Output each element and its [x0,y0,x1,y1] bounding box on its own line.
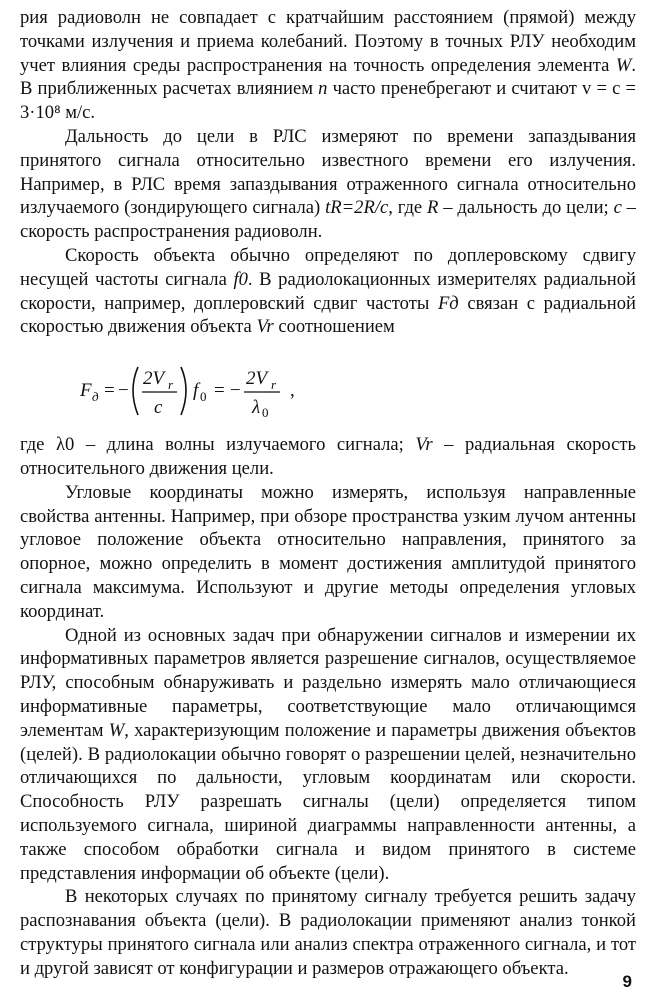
formula-f: f [193,380,199,402]
speed-of-light-formula: v = c = 3·10⁸ м/с. [20,78,636,124]
text-run: – радиальная скорость относительного движения цели. [20,434,636,479]
formula-den2-sub: 0 [262,405,269,421]
variable-fd: Fд [437,292,459,314]
paragraph-1 [20,6,636,125]
text-run: Одной из основных задач при обнаружении сигналов и измерении их информативных параметров является разрешение сигналов, осуществляемое РЛУ, способным обнаруживать и раздельно измерять мало отличающиеся информативные параметры, соответствующие мало отличающимся элементам [20,624,636,741]
variable-vr: Vr [256,316,274,338]
text-run: связан с радиальной скоростью движения объекта [20,292,636,338]
text-run: Скорость объекта обычно определяют по доплеровскому сдвигу несущей частоты сигнала [20,244,636,290]
formula-num1-sub: r [168,377,174,393]
paragraph-5: Угловые координаты можно измерять, используя направленные свойства антенны. Например, при обзоре пространства узким лучом антенны угловое положение объекта относительно направления, принятого за опорное, можно определить в момент достижения амплитудой принятого сигнала максимума. Используют и другие методы определения угловых координат. [20,481,636,622]
text-run: Дальность до цели в РЛС измеряют по времени запаздывания принятого сигнала относительно известного времени его излучения. Например, в РЛС время запаздывания отраженного сигнала относительно излучаемого (зондирующего сигнала) [20,125,636,219]
variable-n: n [318,78,328,100]
formula-num2: 2V [246,368,268,390]
formula-lhs-sub: д [92,389,99,405]
formula-num1: 2V [143,368,165,390]
formula-eq2: = [214,380,225,402]
text-run: где λ0 – длина волны излучаемого сигнала; [20,434,416,456]
text-run: . В радиолокационных измерителях радиальной скорости, например, доплеровский сдвиг частоты [20,268,637,314]
paragraph-3 [20,244,636,339]
text-run: – скорость распространения радиоволн. [20,197,636,243]
formula-minus1: − [118,380,129,402]
formula-eq1: = [104,380,115,402]
formula-num2-sub: r [271,377,277,393]
variable-w: W [108,719,125,741]
right-paren [181,367,186,415]
text-run: соотношением [273,316,395,338]
formula-f-sub: 0 [200,389,207,405]
variable-w: W [615,54,632,76]
text-run: – дальность до цели; [438,197,614,219]
paragraph-6 [20,624,636,886]
paragraph-7: В некоторых случаях по принятому сигналу требуется решить задачу распознавания объекта (цели). В радиолокации применяют анализ тонкой структуры принятого сигнала или анализ спектра отраженного сигнала, и тот и другой зависят от конфигурации и размеров отражающего объекта. [20,886,636,979]
formula-minus2: − [230,380,241,402]
delay-formula: tR=2R/c [325,197,389,219]
left-paren [133,367,138,415]
text-run: . В приближенных расчетах влиянием [20,54,636,100]
formula-den1: c [154,397,163,419]
text-run: , где [388,197,428,219]
variable-r: R [427,197,439,219]
formula-comma: , [290,380,295,402]
variable-f0: f0 [233,268,248,290]
variable-c: c [613,197,622,219]
paragraph-2 [20,125,636,244]
doppler-formula [80,351,636,429]
page-number: 9 [622,972,632,991]
doppler-formula-svg [80,355,320,425]
variable-vr: Vr [415,434,433,456]
formula-den2: λ [252,397,261,419]
text-run: рия радиоволн не совпадает с кратчайшим расстоянием (прямой) между точками излучения и приема колебаний. Поэтому в точных РЛУ необходим учет влияния среды распространения на точность определения элемента [20,7,636,76]
text-run: , характеризующим положение и параметры движения объектов (целей). В радиолокации обычно говорят о разрешении целей, незначительно отличающихся по дальности, угловым координатам или скорости. Способность РЛУ разрешать сигналы (цели) определяется типом используемого сигнала, шириной диаграммы направленности антенны, а также способом обработки сигнала и видом принятого в системе представления информации об объекте (цели). [20,719,636,884]
text-run: часто пренебрегают и считают [327,78,583,100]
paragraph-4 [20,433,636,481]
formula-lhs: F [80,380,92,402]
